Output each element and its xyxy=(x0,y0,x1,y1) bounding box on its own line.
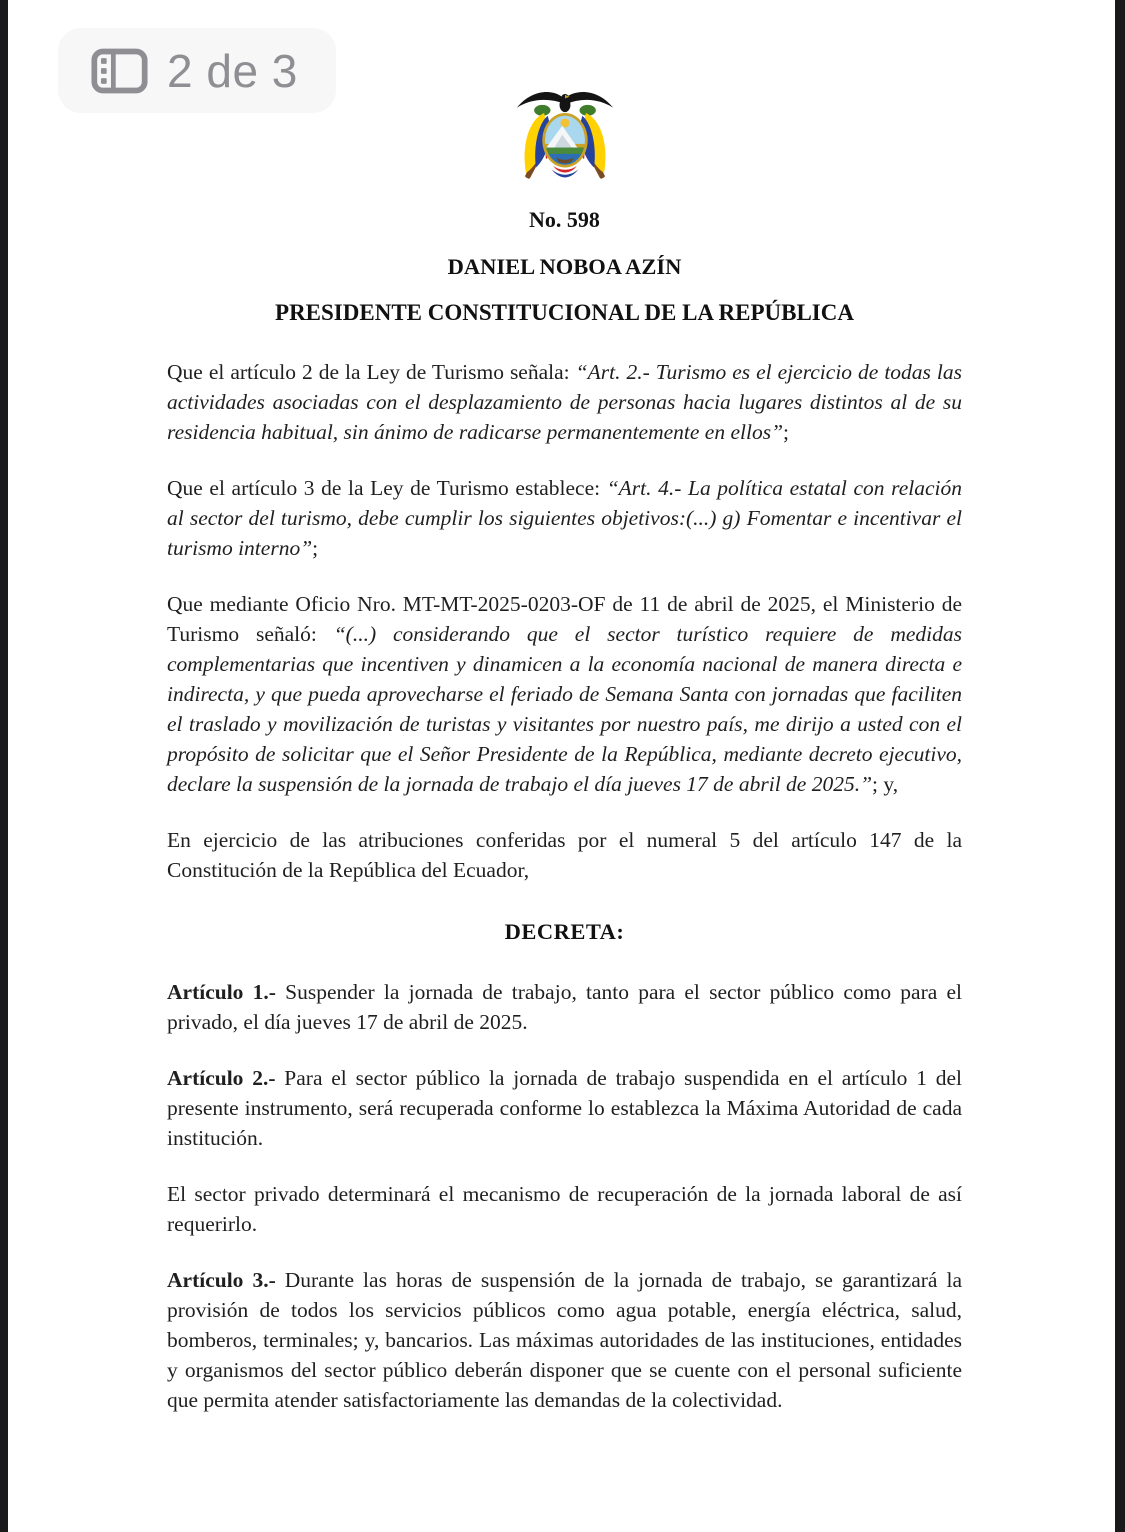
text-segment: “(...) considerando que el sector turístico requiere de medidas complementarias que incentiven y dinamicen a la economía nacional de manera directa e indirecta, y que pueda aprovecharse el feriado de Semana Santa con jornadas que faciliten el traslado y movilización de turistas y visitantes por nuestro país, me dirijo a usted con el propósito de solicitar que el Señor Presidente de la República, mediante decreto ejecutivo, declare la suspensión de la jornada de trabajo el día jueves 17 de abril de 2025.” xyxy=(167,622,962,796)
paragraph xyxy=(167,1265,962,1415)
text-segment: Que el artículo 2 de la Ley de Turismo señala: xyxy=(167,360,576,384)
decree-number: No. 598 xyxy=(529,207,600,232)
text-segment: “Art. 2.- Turismo es el ejercicio de todas las actividades asociadas con el desplazamiento de personas hacia lugares distintos al de su residencia habitual, sin ánimo de radicarse permanentemente en ellos” xyxy=(167,360,963,444)
pdf-page[interactable] xyxy=(8,0,1115,1532)
text-segment: ; y, xyxy=(872,772,899,796)
text-segment: Para el sector público la jornada de trabajo suspendida en el artículo 1 del presente instrumento, será recuperada conforme lo establezca la Máxima Autoridad de cada institución. xyxy=(167,1066,962,1150)
recitals-section xyxy=(167,357,962,885)
text-segment: ; xyxy=(783,420,790,444)
decree-heading: DECRETA: xyxy=(504,919,625,944)
page-indicator-label: 2 de 3 xyxy=(167,44,298,97)
ecuador-coat-of-arms xyxy=(506,82,624,184)
text-segment: Artículo 3.- xyxy=(167,1268,276,1292)
coat-of-arms-graphic xyxy=(506,82,624,184)
text-segment: Artículo 1.- xyxy=(167,980,276,1004)
text-segment: “Art. 4.- La política estatal con relación al sector del turismo, debe cumplir los siguientes objetivos:(...) g) Fomentar e incentivar el turismo interno” xyxy=(167,476,962,560)
text-segment: ; xyxy=(312,536,319,560)
articles-section xyxy=(167,977,962,1415)
page-thumbnails-icon xyxy=(91,48,148,94)
page-indicator-badge[interactable] xyxy=(58,28,336,113)
president-name: DANIEL NOBOA AZÍN xyxy=(447,254,682,279)
paragraph xyxy=(167,357,962,447)
text-segment: El sector privado determinará el mecanismo de recuperación de la jornada laboral de así requerirlo. xyxy=(167,1182,962,1236)
text-segment: En ejercicio de las atribuciones conferidas por el numeral 5 del artículo 147 de la Constitución de la República del Ecuador, xyxy=(167,828,962,882)
paragraph xyxy=(167,825,962,885)
text-segment: Que mediante Oficio Nro. MT-MT-2025-0203-OF de 11 de abril de 2025, el Ministerio de Turismo señaló: xyxy=(167,592,962,646)
text-segment: Suspender la jornada de trabajo, tanto para el sector público como para el privado, el día jueves 17 de abril de 2025. xyxy=(167,980,962,1034)
text-segment: Artículo 2.- xyxy=(167,1066,276,1090)
paragraph xyxy=(167,977,962,1037)
text-segment: Durante las horas de suspensión de la jornada de trabajo, se garantizará la provisión de todos los servicios públicos como agua potable, energía eléctrica, salud, bomberos, terminales; y, bancarios. Las máximas autoridades de las instituciones, entidades y organismos del sector público deberán disponer que se cuente con el personal suficiente que permita atender satisfactoriamente las demandas de la colectividad. xyxy=(167,1268,962,1412)
document-content xyxy=(8,82,1115,1415)
text-segment: Que el artículo 3 de la Ley de Turismo establece: xyxy=(167,476,607,500)
paragraph xyxy=(167,473,962,563)
paragraph xyxy=(167,1063,962,1153)
president-title: PRESIDENTE CONSTITUCIONAL DE LA REPÚBLICA xyxy=(275,300,854,325)
paragraph xyxy=(167,1179,962,1239)
paragraph xyxy=(167,589,962,799)
